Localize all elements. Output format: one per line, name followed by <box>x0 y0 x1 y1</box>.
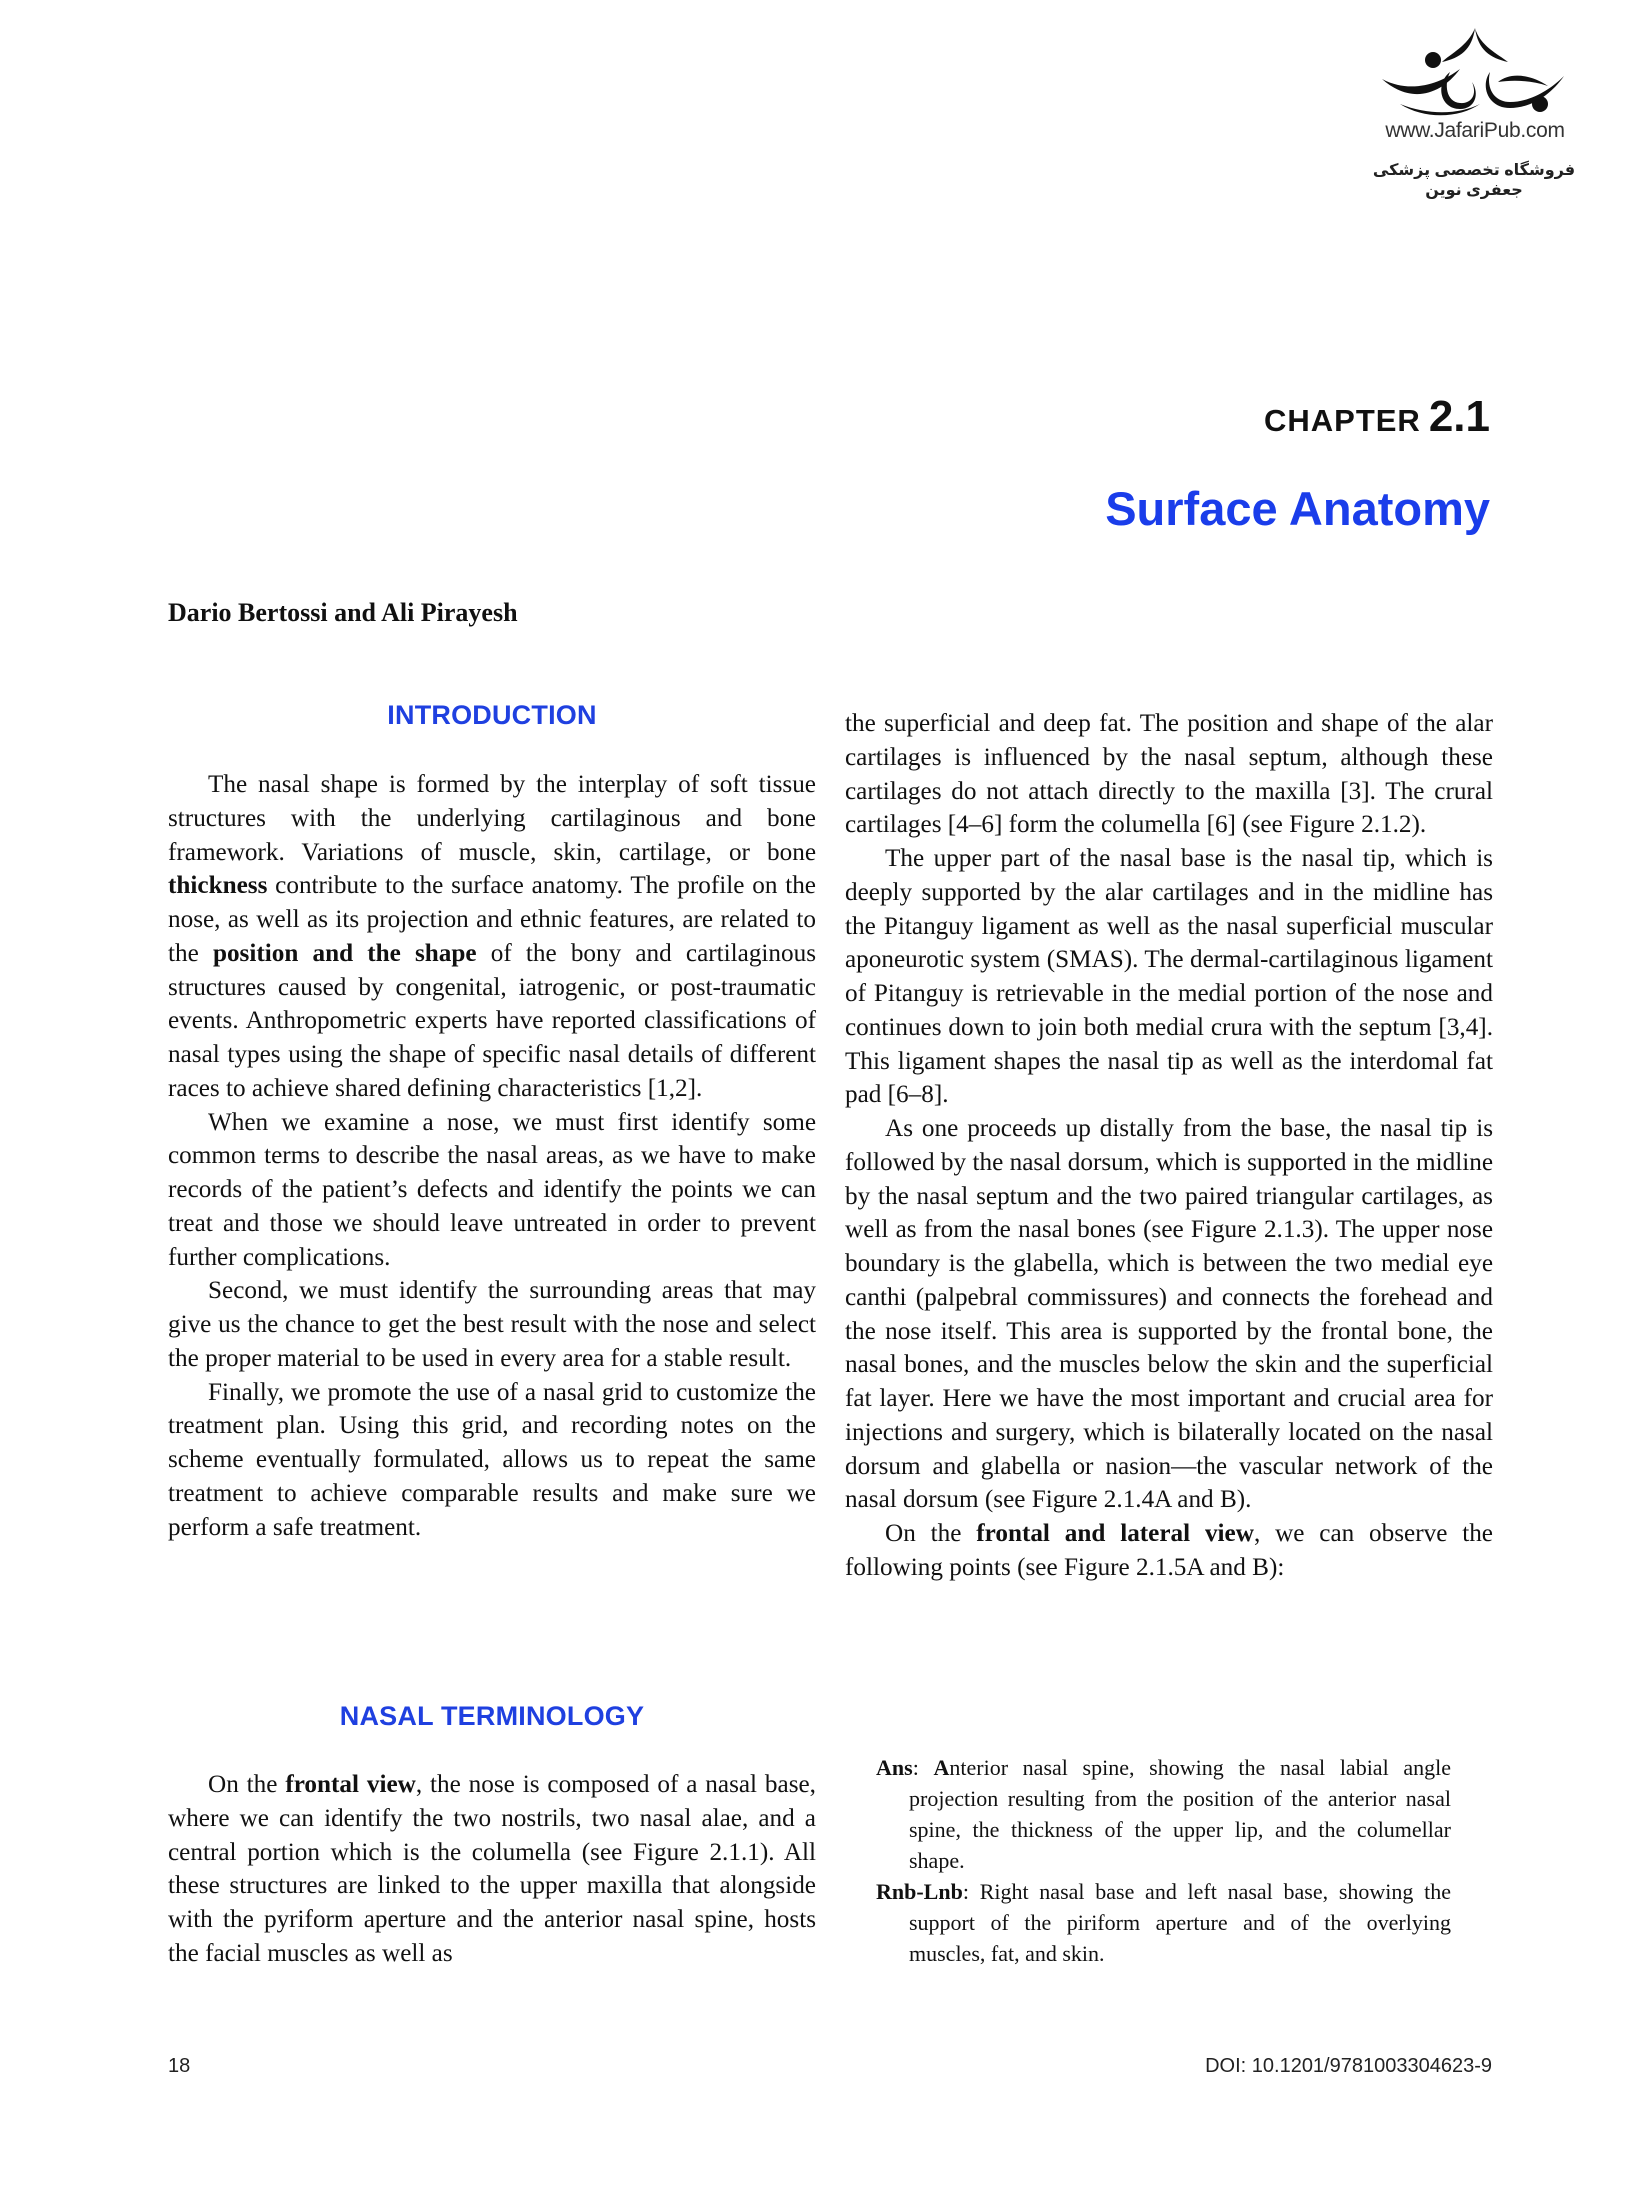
paragraph <box>168 1768 816 1971</box>
definition-term: Ans <box>876 1755 913 1780</box>
text-run: The nasal shape is formed by the interplay of soft tissue structures with the underlying cartilaginous and bone framework. Variations of muscle, skin, cartilage, or bone <box>168 771 816 866</box>
doi: DOI: 10.1201/9781003304623-9 <box>1205 2055 1492 2077</box>
text-run: On the <box>208 1771 286 1798</box>
chapter-number: 2.1 <box>1428 392 1490 441</box>
publisher-url: www.JafariPub.com <box>1385 119 1565 142</box>
chapter-label <box>1264 392 1490 442</box>
nasal-terminology-body-right <box>845 707 1493 1585</box>
definition-list <box>876 1752 1451 1969</box>
bold-term: frontal view <box>285 1771 416 1798</box>
paragraph <box>168 768 816 1106</box>
text-run: Finally, we promote the use of a nasal grid to customize the treatment plan. Using this grid, and recording notes on the scheme eventually formulated, allows us to repeat the same treatment to achieve comparable results and make sure we perform a safe treatment. <box>168 1378 816 1541</box>
paragraph <box>168 1274 816 1375</box>
definition-term: Rnb-Lnb <box>876 1879 963 1904</box>
definition-initial: A <box>933 1755 950 1780</box>
text-run: On the <box>885 1520 977 1547</box>
text-run: When we examine a nose, we must first identify some common terms to describe the nasal areas, as we have to make records of the patient’s defects and identify the points we can treat and those we should leave untreated in order to prevent further complications. <box>168 1108 816 1271</box>
definition-text: nterior nasal spine, showing the nasal labial angle projection resulting from the position of the anterior nasal spine, the thickness of the upper lip, and the columellar shape. <box>909 1755 1451 1873</box>
text-run: contribute to the surface anatomy. The profile on the nose, as well as its projection and ethnic features, are related to the <box>168 872 816 967</box>
definition-text: Right nasal base and left nasal base, showing the support of the piriform aperture and of the overlying muscles, fat, and skin. <box>909 1879 1451 1966</box>
calligraphy-logo-icon <box>1380 24 1570 119</box>
text-run: the superficial and deep fat. The position and shape of the alar cartilages is influenced by the nasal septum, although these cartilages do not attach directly to the maxilla [3]. The crural cartilages [4–6] form the columella [6] (see Figure 2.1.2). <box>845 710 1493 839</box>
paragraph <box>845 842 1493 1112</box>
definition-item: Rnb-Lnb: Right nasal base and left nasal base, showing the support of the piriform aperture and of the overlying muscles, fat, and skin. <box>876 1879 1451 1966</box>
bold-term: thickness <box>168 872 268 900</box>
paragraph <box>845 1112 1493 1517</box>
heading-introduction: INTRODUCTION <box>387 700 597 730</box>
chapter-word: CHAPTER <box>1263 403 1421 438</box>
heading-nasal-terminology: NASAL TERMINOLOGY <box>339 1701 645 1731</box>
paragraph <box>168 1376 816 1545</box>
text-run: The upper part of the nasal base is the nasal tip, which is deeply supported by the alar cartilages and in the midline has the Pitanguy ligament as well as the nasal superficial muscular aponeurotic system (SMAS). The dermal-cartilaginous ligament of Pitanguy is retrievable in the medial portion of the nose and continues down to join both medial crura with the septum [3,4]. This ligament shapes the nasal tip as well as the interdomal fat pad [6–8]. <box>845 845 1493 1109</box>
definition-item: Ans: Anterior nasal spine, showing the nasal labial angle projection resulting from the position of the anterior nasal spine, the thickness of the upper lip, and the columellar shape. <box>876 1755 1451 1873</box>
paragraph <box>845 1517 1493 1585</box>
chapter-title: Surface Anatomy <box>1105 482 1490 535</box>
publisher-logo <box>1350 24 1600 199</box>
bold-term: frontal and lateral view <box>976 1520 1254 1547</box>
bold-term: position and the shape <box>212 939 477 967</box>
introduction-body <box>168 768 816 1544</box>
page-number: 18 <box>168 2055 191 2077</box>
text-run: , the nose is composed of a nasal base, where we can identify the two nostrils, two nasal alae, and a central portion which is the columella (see Figure 2.1.1). All these structures are linked to the upper maxilla that alongside with the pyriform aperture and the anterior nasal spine, hosts the facial muscles as well as <box>168 1771 816 1967</box>
paragraph <box>168 1106 816 1275</box>
publisher-tagline: فروشگاه تخصصی پزشکی جعفری نوین <box>1372 162 1576 199</box>
text-run: Second, we must identify the surrounding areas that may give us the chance to get the best result with the nose and select the proper material to be used in every area for a stable result. <box>168 1277 816 1372</box>
text-run: of the bony and cartilaginous structures caused by congenital, iatrogenic, or post-traumatic events. Anthropometric experts have reported classifications of nasal types using the shape of specific nasal details of different races to achieve shared defining characteristics [1,2]. <box>168 939 816 1102</box>
paragraph <box>845 707 1493 842</box>
nasal-terminology-body-left <box>168 1768 816 1971</box>
text-run: As one proceeds up distally from the base, the nasal tip is followed by the nasal dorsum, which is supported in the midline by the nasal septum and the two paired triangular cartilages, as well as from the nasal bones (see Figure 2.1.3). The upper nose boundary is the glabella, which is between the two medial eye canthi (palpebral commissures) and connects the forehead and the nose itself. This area is supported by the frontal bone, the nasal bones, and the muscles below the skin and the superficial fat layer. Here we have the most important and crucial area for injections and surgery, which is bilaterally located on the nasal dorsum and glabella or nasion—the vascular network of the nasal dorsum (see Figure 2.1.4A and B). <box>845 1115 1493 1514</box>
authors: Dario Bertossi and Ali Pirayesh <box>168 598 518 627</box>
text-run: , we can observe the following points (see Figure 2.1.5A and B): <box>845 1520 1493 1581</box>
